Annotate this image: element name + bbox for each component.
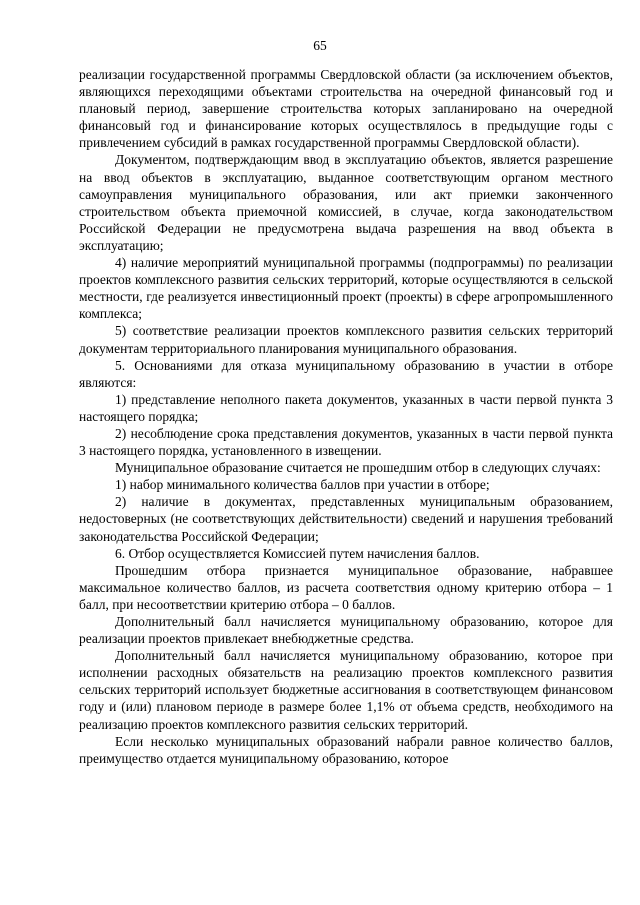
paragraph: 5. Основаниями для отказа муниципальному образованию в участии в отборе являются:: [79, 357, 613, 390]
paragraph: 2) несоблюдение срока представления документов, указанных в части первой пункта 3 настоящего порядка, установленного в извещении.: [79, 425, 613, 459]
paragraph: 2) наличие в документах, представленных муниципальным образованием, недостоверных (не соответствующих действительности) сведений и нарушения требований законодательства Российской Федерации;: [79, 494, 613, 544]
paragraph: Прошедшим отбора признается муниципальное образование, набравшее максимальное количество баллов, из расчета соответствия одному критерию отбора – 1 балл, при несоответствии критерию отбора – 0 баллов.: [79, 562, 613, 612]
paragraph: 4) наличие мероприятий муниципальной программы (подпрограммы) по реализации проектов комплексного развития сельских территорий, которые осуществляются в сельской местности, где реализуется инвестиционный проект (проекты) в сфере агропромышленного комплекса;: [79, 255, 613, 322]
paragraph: Дополнительный балл начисляется муниципальному образованию, которое при исполнении расходных обязательств на реализацию проектов комплексного развития сельских территорий использует бюджетные ассигнования в соответствующем финансовом году и (или) плановом периоде в размере более 1,1% от объема средств, необходимого на реализацию проектов комплексного развития сельских территорий.: [79, 648, 613, 732]
paragraph: 1) набор минимального количества баллов при участии в отборе;: [115, 477, 490, 493]
paragraph: Дополнительный балл начисляется муниципальному образованию, которое для реализации проектов привлекает внебюджетные средства.: [79, 614, 613, 647]
paragraph: реализации государственной программы Свердловской области (за исключением объектов, являющихся переходящими объектами строительства на очередной финансовый год и плановый период, завершение строительства которых запланировано на очередной финансовый год и финансирование которых осуществлялось в предыдущие годы с привлечением субсидий в рамках государственной программы Свердловской области).: [79, 67, 613, 151]
paragraph: 5) соответствие реализации проектов комплексного развития сельских территорий документам территориального планирования муниципального образования.: [79, 323, 613, 356]
paragraph: 6. Отбор осуществляется Комиссией путем начисления баллов.: [115, 545, 480, 561]
paragraph: 1) представление неполного пакета документов, указанных в части первой пункта 3 настоящего порядка;: [79, 391, 613, 424]
document-body: [79, 66, 613, 767]
paragraph: Документом, подтверждающим ввод в эксплуатацию объектов, является разрешение на ввод объектов в эксплуатацию, выданное соответствующим органом местного самоуправления муниципального образования, или акт приемки законченного строительством объекта приемочной комиссией, в случае, когда законодательством Российской Федерации не предусмотрена выдача разрешения на ввод объекта в эксплуатацию;: [79, 152, 613, 253]
paragraph: Муниципальное образование считается не прошедшим отбор в следующих случаях:: [115, 460, 601, 476]
page-number: 65: [313, 38, 327, 53]
paragraph: Если несколько муниципальных образований набрали равное количество баллов, преимущество отдается муниципальному образованию, которое: [79, 733, 613, 766]
